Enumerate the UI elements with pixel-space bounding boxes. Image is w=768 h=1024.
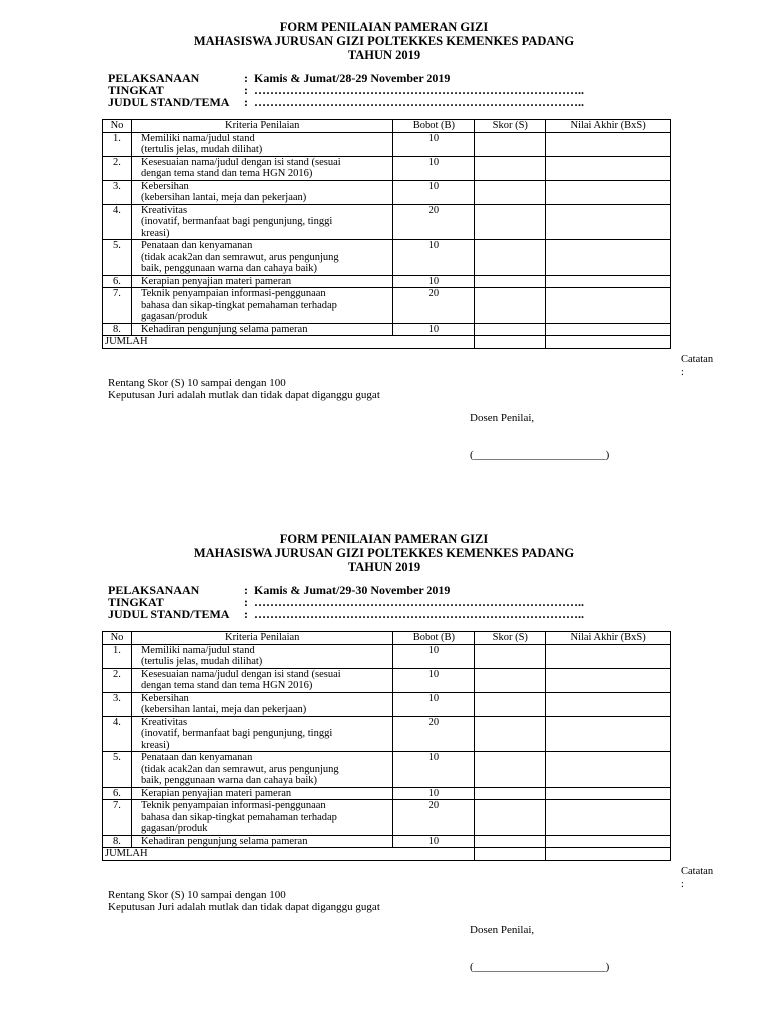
criteria-text: Teknik penyampaian informasi-penggunaan <box>140 800 326 811</box>
final-score-cell <box>546 692 671 716</box>
header-skor: Skor (S) <box>475 632 546 645</box>
assessor-label: Dosen Penilai, <box>470 924 535 936</box>
form-year: TAHUN 2019 <box>347 48 421 62</box>
criteria-cell <box>131 275 393 288</box>
weight-cell: 20 <box>393 800 475 836</box>
info-label: PELAKSANAAN <box>108 71 200 85</box>
info-value: ……………………………………………………………………….. <box>254 595 584 609</box>
info-value: Kamis & Jumat/29-30 November 2019 <box>254 583 451 597</box>
weight-cell: 10 <box>393 156 475 180</box>
table-header-row <box>103 632 671 645</box>
table-header-row <box>103 120 671 133</box>
criteria-cell <box>131 668 393 692</box>
row-number: 8. <box>103 835 132 848</box>
final-score-cell <box>546 835 671 848</box>
final-score-cell <box>546 323 671 336</box>
final-score-cell <box>546 288 671 324</box>
criteria-cell <box>131 800 393 836</box>
form-title: FORM PENILAIAN PAMERAN GIZI <box>279 20 489 34</box>
final-score-cell <box>546 132 671 156</box>
total-score-cell <box>475 336 546 349</box>
row-number: 7. <box>103 800 132 836</box>
criteria-text: (inovatif, bermanfaat bagi pengunjung, tinggi <box>140 728 333 739</box>
criteria-text: Kreativitas <box>140 716 188 728</box>
weight-cell: 10 <box>393 644 475 668</box>
score-cell <box>475 692 546 716</box>
row-number: 4. <box>103 204 132 240</box>
score-cell <box>475 787 546 800</box>
criteria-text: gagasan/produk <box>140 311 208 322</box>
criteria-text: (kebersihan lantai, meja dan pekerjaan) <box>140 704 307 715</box>
criteria-cell <box>131 156 393 180</box>
row-number: 7. <box>103 288 132 324</box>
weight-cell: 10 <box>393 835 475 848</box>
header-bobot: Bobot (B) <box>393 120 475 133</box>
total-row <box>103 848 671 861</box>
table-row <box>103 180 671 204</box>
row-number: 5. <box>103 752 132 788</box>
criteria-text: (tidak acak2an dan semrawut, arus pengunjung <box>140 251 339 263</box>
table-row <box>103 204 671 240</box>
jury-decision-note: Keputusan Juri adalah mutlak dan tidak dapat diganggu gugat <box>108 389 380 401</box>
info-field <box>108 608 584 621</box>
table-row <box>103 275 671 288</box>
score-cell <box>475 800 546 836</box>
info-value: ……………………………………………………………………….. <box>254 83 584 97</box>
final-score-cell <box>546 156 671 180</box>
weight-cell: 20 <box>393 716 475 752</box>
score-cell <box>475 204 546 240</box>
form-subtitle: MAHASISWA JURUSAN GIZI POLTEKKES KEMENKES PADANG <box>193 34 575 48</box>
info-value: ……………………………………………………………………….. <box>254 607 584 621</box>
final-score-cell <box>546 240 671 276</box>
score-cell <box>475 668 546 692</box>
header-nilai-akhir: Nilai Akhir (BxS) <box>546 120 671 133</box>
total-final-cell <box>546 336 671 349</box>
row-number: 6. <box>103 275 132 288</box>
criteria-cell <box>131 692 393 716</box>
row-number: 8. <box>103 323 132 336</box>
signature-line: (________________________) <box>470 449 610 461</box>
criteria-text: Kreativitas <box>140 204 188 216</box>
score-cell <box>475 835 546 848</box>
criteria-text: Memiliki nama/judul stand <box>140 132 255 144</box>
criteria-text: Penataan dan kenyamanan <box>140 752 253 763</box>
table-row <box>103 323 671 336</box>
criteria-text: kreasi) <box>140 227 170 239</box>
info-colon: : <box>244 95 248 109</box>
criteria-text: bahasa dan sikap-tingkat pemahaman terhadap <box>140 811 337 823</box>
criteria-text: baik, penggunaan warna dan cahaya baik) <box>140 775 318 786</box>
criteria-text: Kesesuaian nama/judul dengan isi stand (sesuai <box>140 156 341 168</box>
score-cell <box>475 275 546 288</box>
table-row <box>103 132 671 156</box>
criteria-text: Teknik penyampaian informasi-penggunaan <box>140 288 326 299</box>
final-score-cell <box>546 800 671 836</box>
final-score-cell <box>546 275 671 288</box>
criteria-table <box>102 119 671 349</box>
table-row <box>103 288 671 324</box>
weight-cell: 10 <box>393 692 475 716</box>
criteria-text: (inovatif, bermanfaat bagi pengunjung, tinggi <box>140 216 333 227</box>
score-cell <box>475 323 546 336</box>
table-row <box>103 644 671 668</box>
criteria-text: Kesesuaian nama/judul dengan isi stand (sesuai <box>140 668 341 680</box>
info-colon: : <box>244 583 248 597</box>
form-title: FORM PENILAIAN PAMERAN GIZI <box>279 532 489 546</box>
criteria-text: dengan tema stand dan tema HGN 2016) <box>140 680 313 691</box>
weight-cell: 10 <box>393 180 475 204</box>
weight-cell: 20 <box>393 288 475 324</box>
info-label: JUDUL STAND/TEMA <box>108 607 230 621</box>
score-cell <box>475 644 546 668</box>
header-kriteria: Kriteria Penilaian <box>131 120 393 133</box>
total-final-cell <box>546 848 671 861</box>
criteria-cell <box>131 204 393 240</box>
header-bobot: Bobot (B) <box>393 632 475 645</box>
info-colon: : <box>244 607 248 621</box>
signature-line: (________________________) <box>470 961 610 973</box>
score-range-note: Rentang Skor (S) 10 sampai dengan 100 <box>108 377 286 389</box>
catatan-label: Catatan <box>681 866 714 877</box>
row-number: 2. <box>103 668 132 692</box>
weight-cell: 10 <box>393 668 475 692</box>
total-score-cell <box>475 848 546 861</box>
score-cell <box>475 752 546 788</box>
table-row <box>103 835 671 848</box>
catatan-label: Catatan <box>681 354 714 365</box>
row-number: 2. <box>103 156 132 180</box>
weight-cell: 10 <box>393 752 475 788</box>
row-number: 4. <box>103 716 132 752</box>
catatan-colon: : <box>681 367 684 378</box>
form-subtitle: MAHASISWA JURUSAN GIZI POLTEKKES KEMENKES PADANG <box>193 546 575 560</box>
score-cell <box>475 288 546 324</box>
header-no: No <box>103 120 132 133</box>
header-nilai-akhir: Nilai Akhir (BxS) <box>546 632 671 645</box>
criteria-cell <box>131 787 393 800</box>
catatan-colon: : <box>681 879 684 890</box>
assessor-label: Dosen Penilai, <box>470 412 535 424</box>
criteria-cell <box>131 752 393 788</box>
final-score-cell <box>546 752 671 788</box>
score-cell <box>475 132 546 156</box>
criteria-text: Kerapian penyajian materi pameran <box>140 275 292 287</box>
total-label: JUMLAH <box>103 848 475 861</box>
score-cell <box>475 240 546 276</box>
header-no: No <box>103 632 132 645</box>
criteria-cell <box>131 644 393 668</box>
criteria-cell <box>131 132 393 156</box>
criteria-cell <box>131 716 393 752</box>
row-number: 5. <box>103 240 132 276</box>
final-score-cell <box>546 180 671 204</box>
form-year: TAHUN 2019 <box>347 560 421 574</box>
row-number: 3. <box>103 180 132 204</box>
row-number: 1. <box>103 132 132 156</box>
assessment-form <box>0 512 768 1024</box>
final-score-cell <box>546 204 671 240</box>
total-row <box>103 336 671 349</box>
table-row <box>103 752 671 788</box>
criteria-text: gagasan/produk <box>140 823 208 834</box>
criteria-cell <box>131 240 393 276</box>
criteria-text: Kebersihan <box>140 180 189 192</box>
weight-cell: 10 <box>393 132 475 156</box>
criteria-text: Memiliki nama/judul stand <box>140 644 255 656</box>
final-score-cell <box>546 668 671 692</box>
criteria-text: Penataan dan kenyamanan <box>140 240 253 251</box>
criteria-table <box>102 631 671 861</box>
info-colon: : <box>244 83 248 97</box>
info-colon: : <box>244 595 248 609</box>
weight-cell: 10 <box>393 275 475 288</box>
score-range-note: Rentang Skor (S) 10 sampai dengan 100 <box>108 889 286 901</box>
criteria-text: Kerapian penyajian materi pameran <box>140 787 292 799</box>
info-label: TINGKAT <box>108 595 164 609</box>
final-score-cell <box>546 716 671 752</box>
criteria-text: Kehadiran pengunjung selama pameran <box>140 323 308 335</box>
criteria-text: bahasa dan sikap-tingkat pemahaman terhadap <box>140 299 337 311</box>
criteria-text: baik, penggunaan warna dan cahaya baik) <box>140 263 318 274</box>
criteria-text: kreasi) <box>140 739 170 751</box>
criteria-cell <box>131 288 393 324</box>
criteria-text: (tertulis jelas, mudah dilihat) <box>140 144 263 155</box>
final-score-cell <box>546 644 671 668</box>
info-label: TINGKAT <box>108 83 164 97</box>
info-value: ……………………………………………………………………….. <box>254 95 584 109</box>
score-cell <box>475 180 546 204</box>
criteria-text: Kehadiran pengunjung selama pameran <box>140 835 308 847</box>
table-row <box>103 787 671 800</box>
header-kriteria: Kriteria Penilaian <box>131 632 393 645</box>
criteria-text: (kebersihan lantai, meja dan pekerjaan) <box>140 192 307 203</box>
info-label: JUDUL STAND/TEMA <box>108 95 230 109</box>
table-row <box>103 692 671 716</box>
criteria-text: Kebersihan <box>140 692 189 704</box>
criteria-cell <box>131 323 393 336</box>
info-field <box>108 96 584 109</box>
row-number: 3. <box>103 692 132 716</box>
catatan-note <box>681 865 713 891</box>
criteria-text: dengan tema stand dan tema HGN 2016) <box>140 168 313 179</box>
total-label: JUMLAH <box>103 336 475 349</box>
table-row <box>103 800 671 836</box>
info-label: PELAKSANAAN <box>108 583 200 597</box>
score-cell <box>475 716 546 752</box>
header-skor: Skor (S) <box>475 120 546 133</box>
weight-cell: 10 <box>393 787 475 800</box>
criteria-text: (tertulis jelas, mudah dilihat) <box>140 656 263 667</box>
weight-cell: 10 <box>393 323 475 336</box>
table-row <box>103 716 671 752</box>
criteria-cell <box>131 835 393 848</box>
info-value: Kamis & Jumat/28-29 November 2019 <box>254 71 451 85</box>
table-row <box>103 156 671 180</box>
catatan-note <box>681 353 713 379</box>
weight-cell: 20 <box>393 204 475 240</box>
row-number: 6. <box>103 787 132 800</box>
criteria-text: (tidak acak2an dan semrawut, arus pengunjung <box>140 763 339 775</box>
weight-cell: 10 <box>393 240 475 276</box>
info-colon: : <box>244 71 248 85</box>
table-row <box>103 240 671 276</box>
jury-decision-note: Keputusan Juri adalah mutlak dan tidak dapat diganggu gugat <box>108 901 380 913</box>
table-row <box>103 668 671 692</box>
final-score-cell <box>546 787 671 800</box>
criteria-cell <box>131 180 393 204</box>
score-cell <box>475 156 546 180</box>
row-number: 1. <box>103 644 132 668</box>
